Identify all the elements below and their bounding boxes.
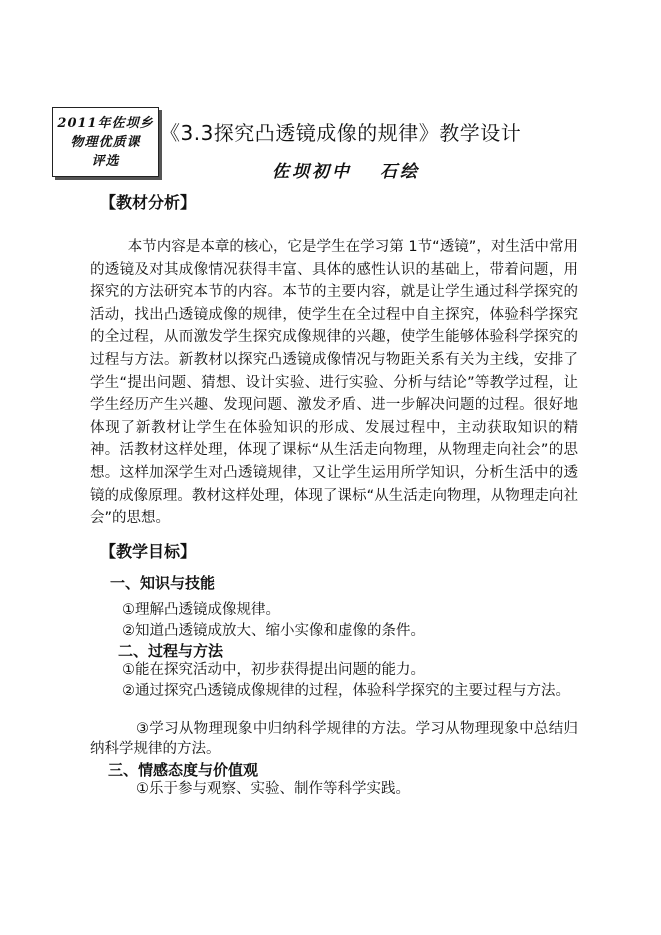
objective-item: ①理解凸透镜成像规律。 xyxy=(122,602,280,618)
subheading-process: 二、过程与方法 xyxy=(118,642,224,660)
subheading-attitude: 三、情感态度与价值观 xyxy=(108,761,259,779)
objective-item: ③学习从物理现象中归纳科学规律的方法。学习从物理现象中总结归纳科学规律的方法。 xyxy=(90,721,578,757)
competition-stamp xyxy=(52,107,159,177)
document-title: 《3.3探究凸透镜成像的规律》教学设计 xyxy=(160,121,522,145)
author-line xyxy=(272,157,420,182)
objective-item: ①乐于参与观察、实验、制作等科学实践。 xyxy=(136,781,410,797)
stamp-line-3: 评选 xyxy=(91,153,120,169)
objective-item: ①能在探究活动中，初步获得提出问题的能力。 xyxy=(122,662,425,678)
school-name: 佐坝初中 xyxy=(272,162,352,182)
section-heading-analysis: 【教材分析】 xyxy=(100,193,197,212)
objective-item: ②通过探究凸透镜成像规律的过程，体验科学探究的主要过程与方法。 xyxy=(122,683,570,699)
author-name: 石绘 xyxy=(380,162,420,182)
stamp-line-2: 物理优质课 xyxy=(70,134,141,150)
objective-item: ②知道凸透镜成放大、缩小实像和虚像的条件。 xyxy=(122,623,425,639)
subheading-knowledge: 一、知识与技能 xyxy=(110,574,216,592)
analysis-paragraph: 本节内容是本章的核心，它是学生在学习第 1节“透镜”，对生活中常用的透镜及对其成像情况获得丰富、具体的感性认识的基础上，带着问题，用探究的方法研究本节的内容。本节的主要内容，就是让学生通过科学探究的活动，找出凸透镜成像的规律，使学生在全过程中自主探究，体验科学探究的全过程，从而激发学生探究成像规律的兴趣，使学生能够体验科学探究的过程与方法。新教材以探究凸透镜成像情况与物距关系有关为主线，安排了学生“提出问题、猜想、设计实验、进行实验、分析与结论”等教学过程，让学生经历产生兴趣、发现问题、激发矛盾、进一步解决问题的过程。很好地体现了新教材让学生在体验知识的形成、发展过程中，主动获取知识的精神。活教材这样处理，体现了课标“从生活走向物理，从物理走向社会”的思想。这样加深学生对凸透镜规律，又让学生运用所学知识，分析生活中的透镜的成像原理。教材这样处理，体现了课标“从生活走向物理，从物理走向社会”的思想。 xyxy=(90,239,578,527)
stamp-line-1: 2011年佐坝乡 xyxy=(57,115,154,131)
section-heading-objectives: 【教学目标】 xyxy=(100,542,197,561)
